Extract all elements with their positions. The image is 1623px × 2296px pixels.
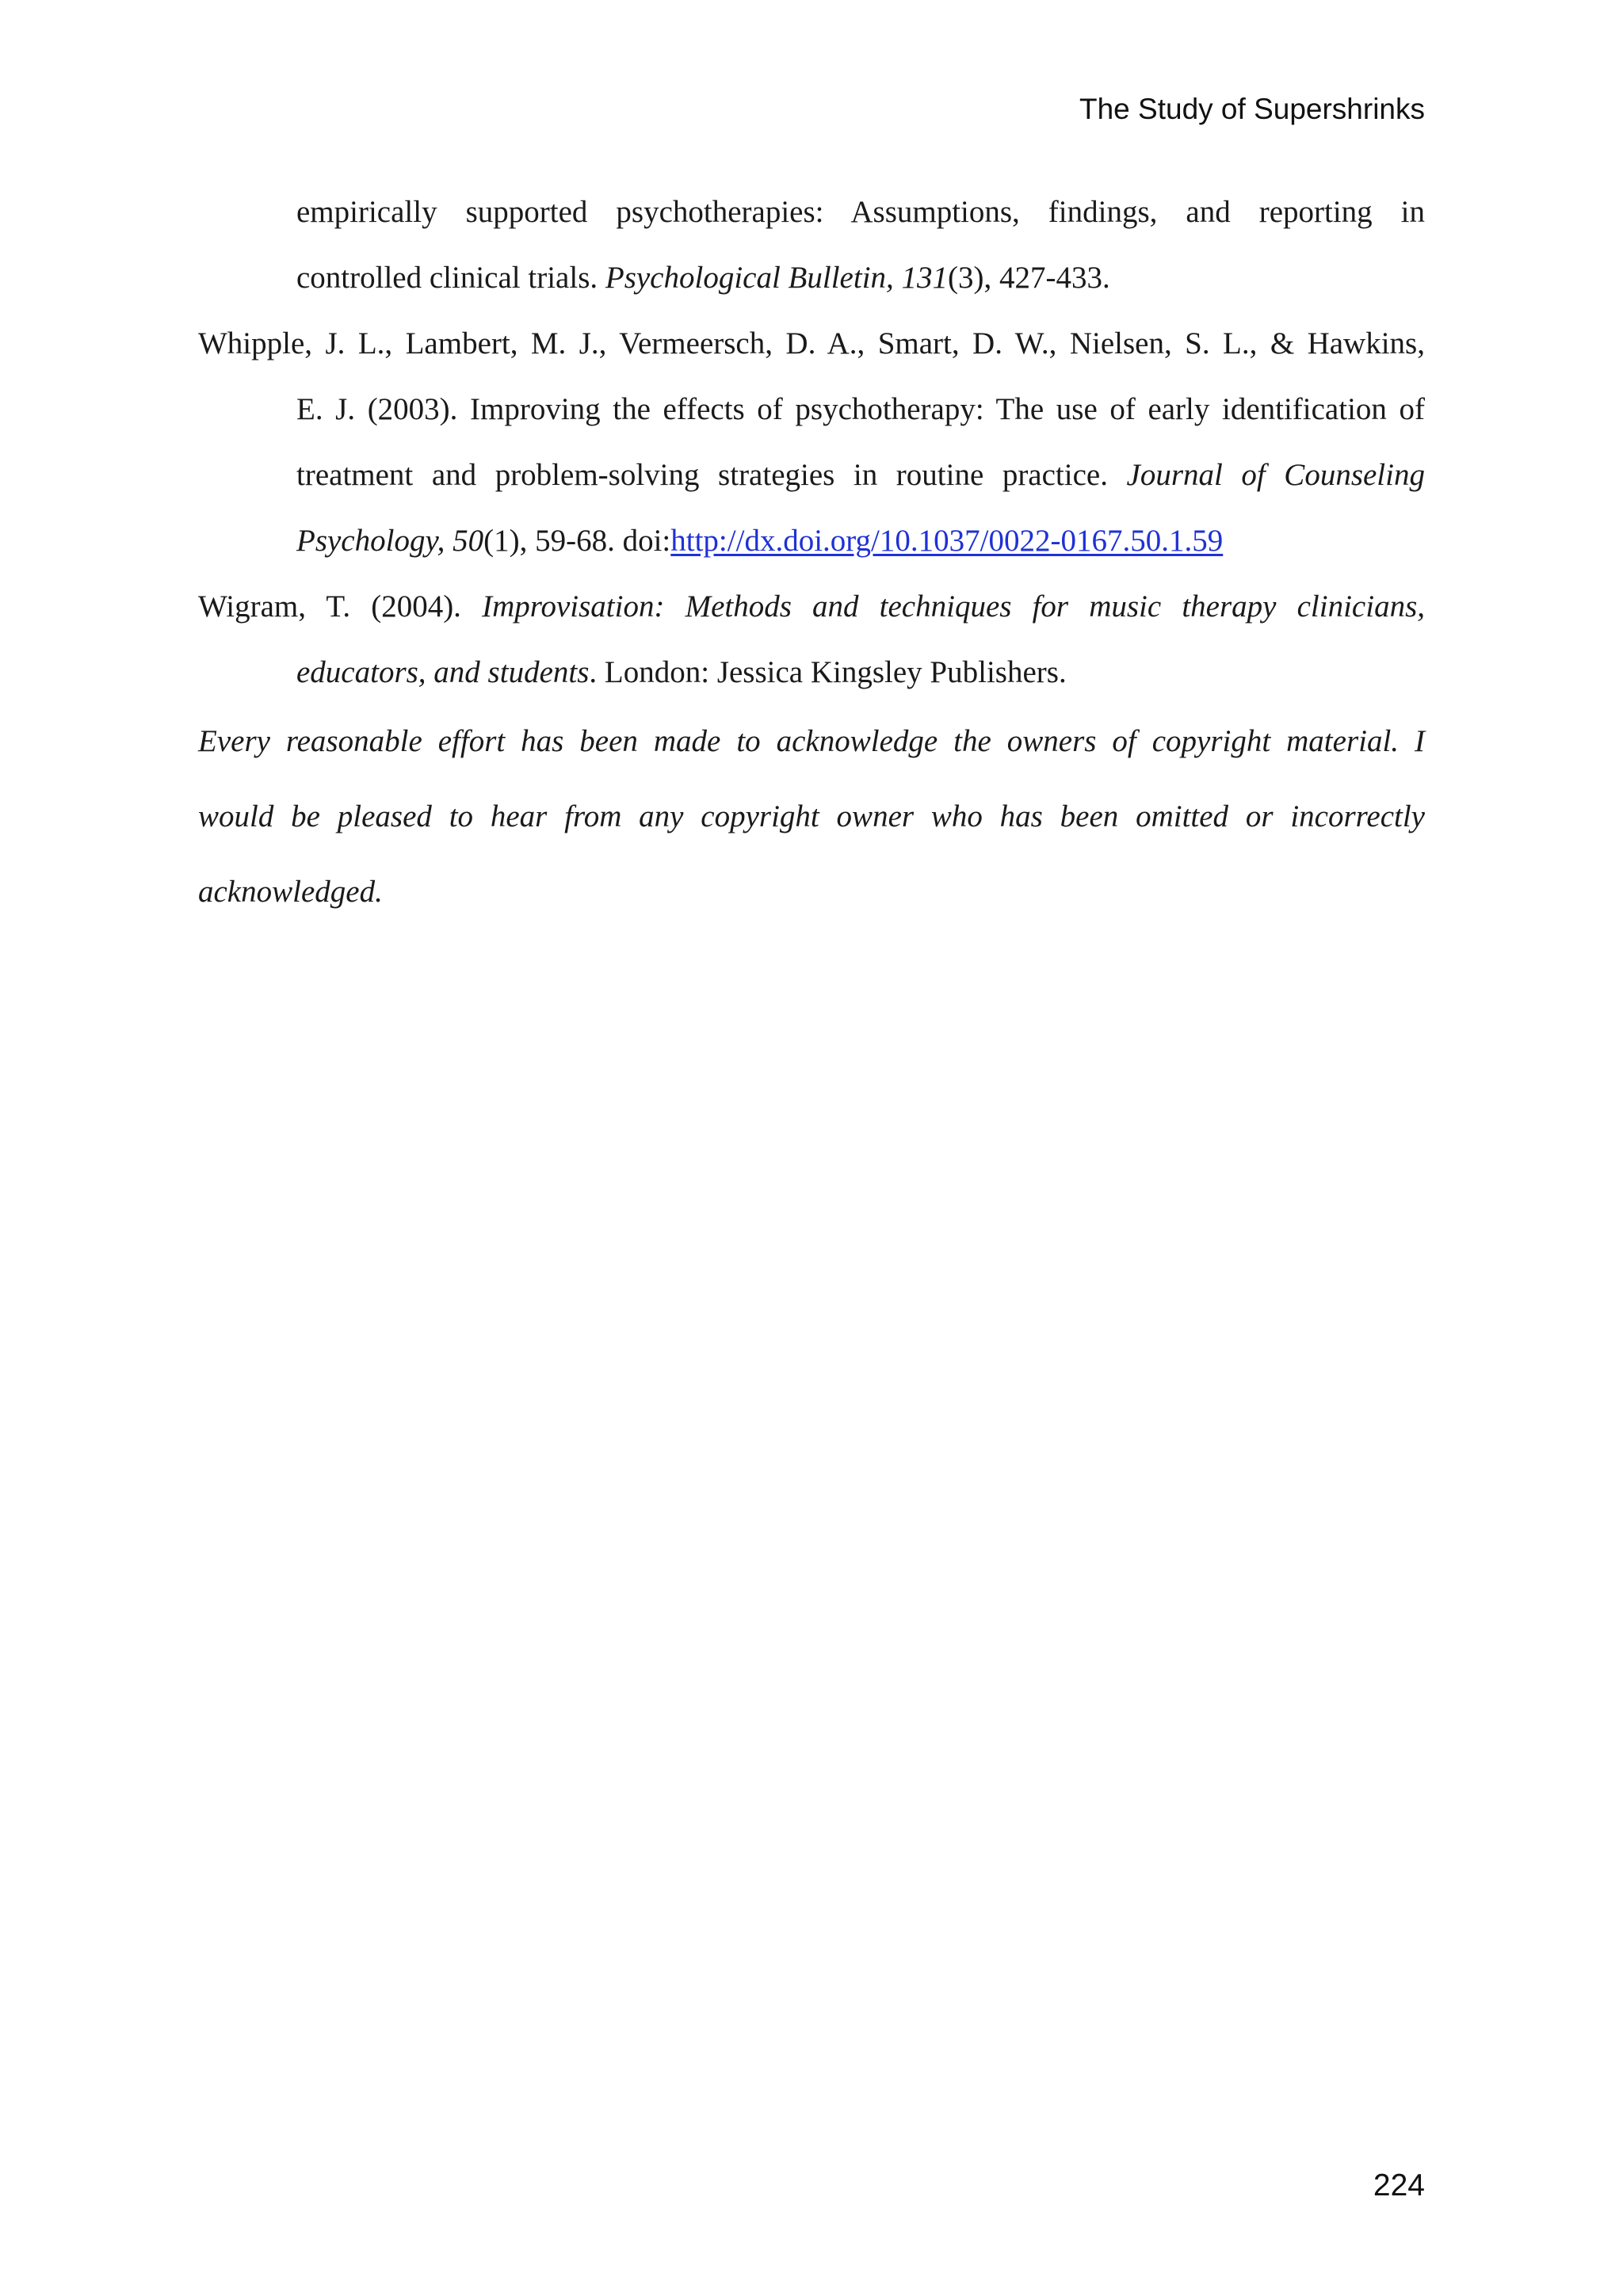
reference-text: (3), 427-433. <box>948 261 1110 295</box>
reference-line <box>198 519 1425 585</box>
journal-title: Psychology, 50 <box>296 524 484 558</box>
notice-line: would be pleased to hear from any copyright owner who has been omitted or incorrectly <box>198 799 1425 833</box>
reference-entry-wigram <box>198 585 1425 716</box>
journal-title: Journal of Counseling <box>1126 458 1425 492</box>
journal-title: Psychological Bulletin, 131 <box>605 261 949 295</box>
reference-line <box>198 190 1425 256</box>
reference-text: (1), 59-68. doi: <box>483 524 671 558</box>
reference-list <box>198 190 1425 716</box>
reference-text: treatment and problem-solving strategies in routine practice. <box>296 458 1127 492</box>
reference-entry-whipple <box>198 322 1425 585</box>
page-number: 224 <box>1373 2168 1425 2203</box>
reference-line <box>198 256 1425 322</box>
notice-line: acknowledged. <box>198 875 383 909</box>
reference-line <box>198 453 1425 519</box>
reference-line <box>198 387 1425 453</box>
reference-line <box>198 322 1425 387</box>
reference-text: Whipple, J. L., Lambert, M. J., Vermeersch, D. A., Smart, D. W., Nielsen, S. L., & Hawkins, <box>198 326 1425 360</box>
book-title: Improvisation: Methods and techniques for music therapy clinicians, <box>482 589 1425 624</box>
reference-text: empirically supported psychotherapies: Assumptions, findings, and reporting in <box>296 195 1425 229</box>
running-head: The Study of Supershrinks <box>1079 93 1425 125</box>
reference-text: controlled clinical trials. <box>296 261 605 295</box>
reference-text: . London: Jessica Kingsley Publishers. <box>589 655 1067 689</box>
reference-entry-westen-continued <box>198 190 1425 322</box>
reference-line <box>198 585 1425 650</box>
notice-line: Every reasonable effort has been made to acknowledge the owners of copyright material. I <box>198 724 1425 758</box>
reference-text: E. J. (2003). Improving the effects of psychotherapy: The use of early identification of <box>296 392 1425 426</box>
reference-text: Wigram, T. (2004). <box>198 589 483 624</box>
reference-line <box>198 650 1425 716</box>
doi-link[interactable]: http://dx.doi.org/10.1037/0022-0167.50.1.59 <box>670 524 1224 558</box>
copyright-notice <box>198 719 1425 945</box>
book-title: educators, and students <box>296 655 590 689</box>
